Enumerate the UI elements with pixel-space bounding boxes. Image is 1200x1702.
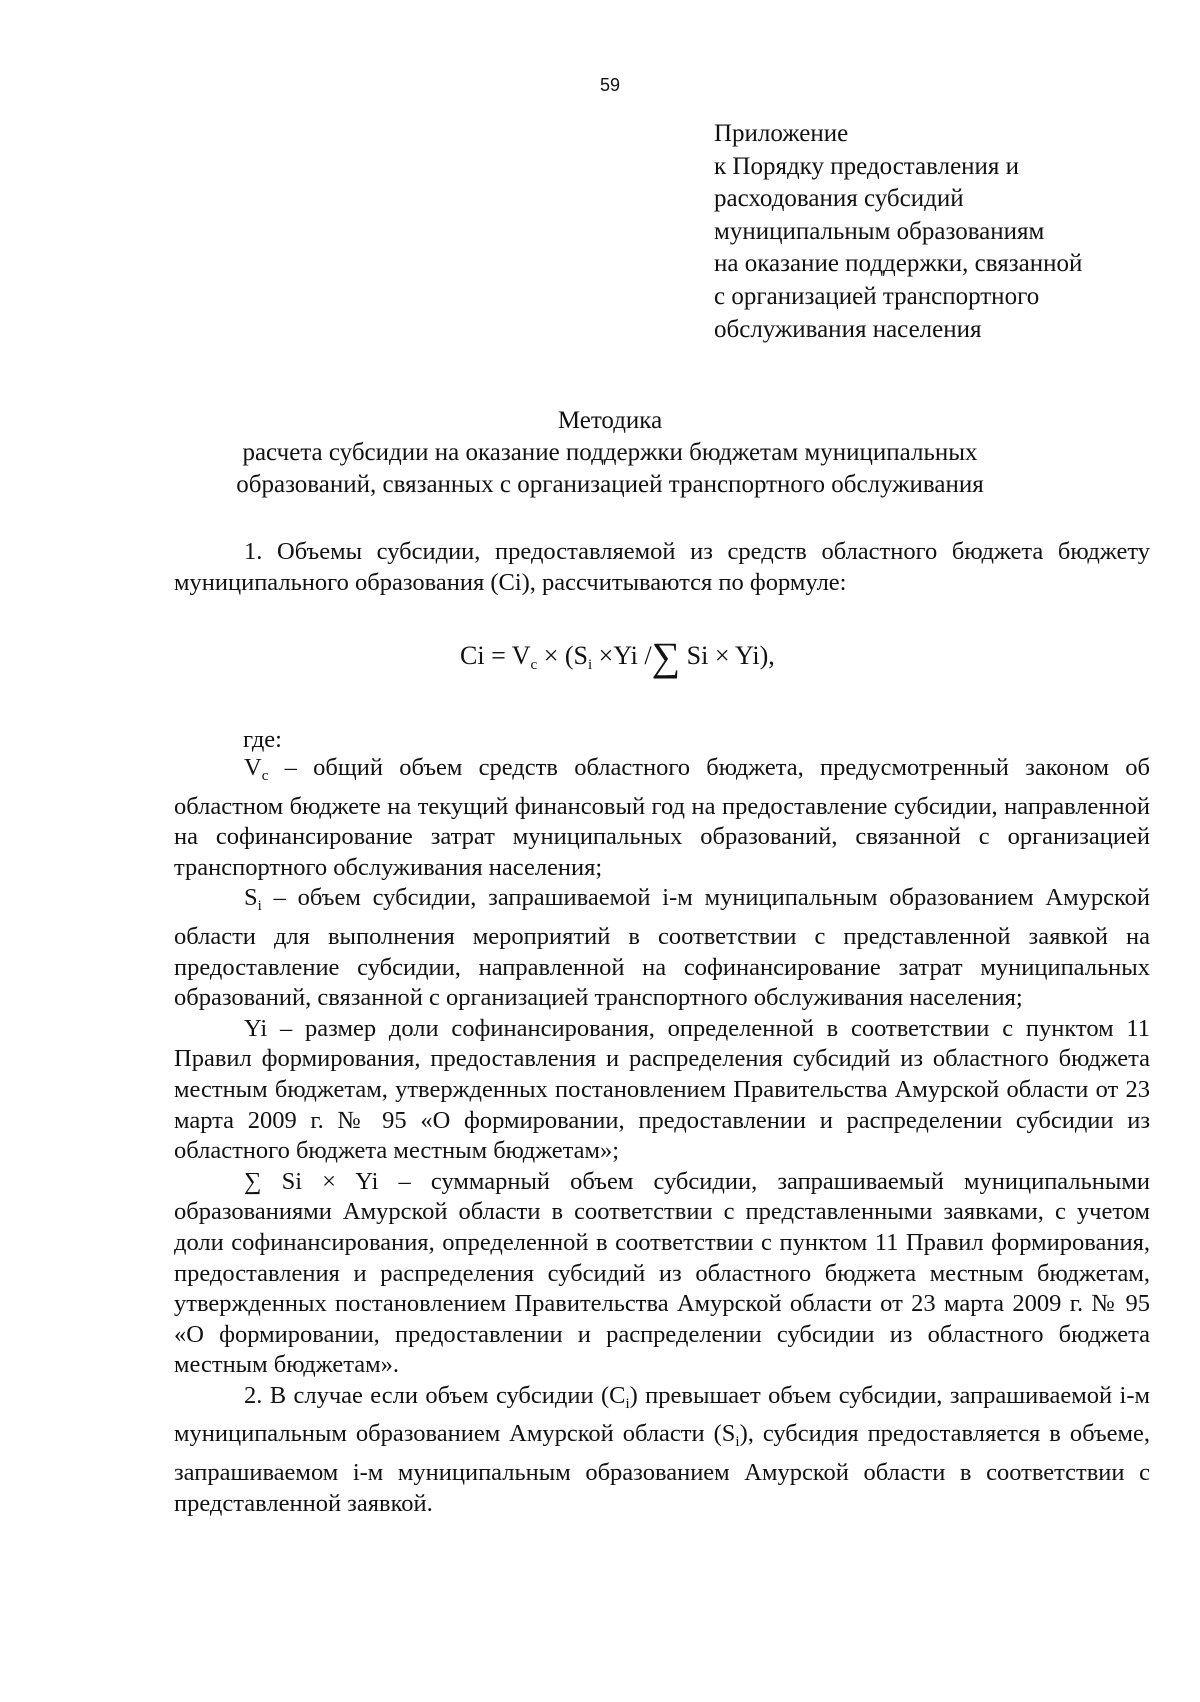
- appendix-line: на оказание поддержки, связанной: [714, 250, 1083, 278]
- paragraph-subscript: i: [735, 1434, 740, 1451]
- paragraph-subscript: i: [625, 1395, 630, 1412]
- definition-text: – общий объем средств областного бюджета, предусмотренный законом об областном бюджете на текущий финансовый год на предоставление субсидии, направленной на софинансирование затрат муниципальных образований, связанной с организацией транспортного обслуживания населения;: [174, 754, 1150, 881]
- title-line: образований, связанных с организацией транспортного обслуживания: [236, 471, 984, 498]
- formula: [460, 636, 980, 685]
- definition-text: – размер доли софинансирования, определенной в соответствии с пунктом 11 Правил формирования, предоставления и распределения субсидий из областного бюджета местным бюджетам, утвержденных постановлением Правительства Амурской области от 23 марта 2009 г. № 95 «О формировании, предоставлении и распределении субсидии из областного бюджета местным бюджетам»;: [174, 1014, 1150, 1165]
- title-heading: Методика: [557, 407, 663, 434]
- appendix-line: к Порядку предоставления и: [714, 152, 1020, 180]
- formula-part: Ci = V: [460, 641, 531, 670]
- definition-yi: [174, 1014, 1150, 1167]
- formula-part: × (S: [537, 641, 588, 670]
- paragraph-text: ), субсидия предоставляется в объеме, запрашиваемом i-м муниципальным образованием Амурской области в соответствии с представленной заявкой.: [174, 1420, 1150, 1517]
- sigma-symbol: ∑: [651, 634, 681, 679]
- definitions: [174, 753, 1150, 1519]
- definition-text: – объем субсидии, запрашиваемой i-м муниципальным образованием Амурской области для выполнения мероприятий в соответствии с представленной заявкой на предоставление субсидии, направленной на софинансирование затрат муниципальных образований, связанной с организацией транспортного обслуживания населения;: [174, 884, 1150, 1012]
- formula-part: ×Yi /: [592, 641, 652, 670]
- definition-symbol: Yi: [244, 1014, 268, 1042]
- definition-symbol: V: [244, 754, 262, 781]
- definition-si: [174, 883, 1150, 1013]
- formula-part: Si × Yi),: [680, 641, 775, 670]
- where-label: где:: [243, 726, 282, 753]
- definition-vc: [174, 753, 1150, 883]
- title-line: расчета субсидии на оказание поддержки бюджетам муниципальных: [242, 439, 978, 466]
- document-title: [170, 405, 1050, 501]
- paragraph-2: [174, 1381, 1150, 1519]
- definition-subscript: c: [261, 768, 269, 784]
- definition-text: – суммарный объем субсидии, запрашиваемый муниципальными образованиями Амурской области в соответствии с представленными заявками, с учетом доли софинансирования, определенной в соответствии с пунктом 11 Правил формирования, предоставления и распределения субсидий из областного бюджета местным бюджетам, утвержденных постановлением Правительства Амурской области от 23 марта 2009 г. № 95 «О формировании, предоставлении и распределении субсидии из областного бюджета местным бюджетам».: [174, 1167, 1150, 1379]
- definition-symbol: S: [244, 884, 258, 912]
- formula-subscript: i: [588, 657, 593, 673]
- paragraph-1: [174, 537, 1150, 598]
- appendix-header: [714, 118, 1184, 346]
- page-number: 59: [599, 75, 621, 95]
- formula-subscript: c: [530, 657, 538, 673]
- definition-symbol: ∑ Si × Yi: [244, 1167, 379, 1195]
- definition-subscript: i: [257, 898, 262, 915]
- definition-sum: [174, 1167, 1150, 1381]
- paragraph-text: ) превышает объем субсидии, запрашиваемой i-м муниципальным образованием Амурской области (S: [174, 1381, 1150, 1448]
- paragraph-text: 2. В случае если объем субсидии (C: [244, 1381, 626, 1409]
- appendix-line: с организацией транспортного: [714, 282, 1040, 310]
- paragraph-text: 1. Объемы субсидии, предоставляемой из средств областного бюджета бюджету муниципального образования (Ci), рассчитываются по формуле:: [174, 538, 1150, 596]
- appendix-line: обслуживания населения: [714, 315, 982, 343]
- appendix-line: Приложение: [714, 120, 849, 147]
- appendix-line: муниципальным образованиям: [714, 217, 1045, 245]
- appendix-line: расходования субсидий: [714, 185, 964, 213]
